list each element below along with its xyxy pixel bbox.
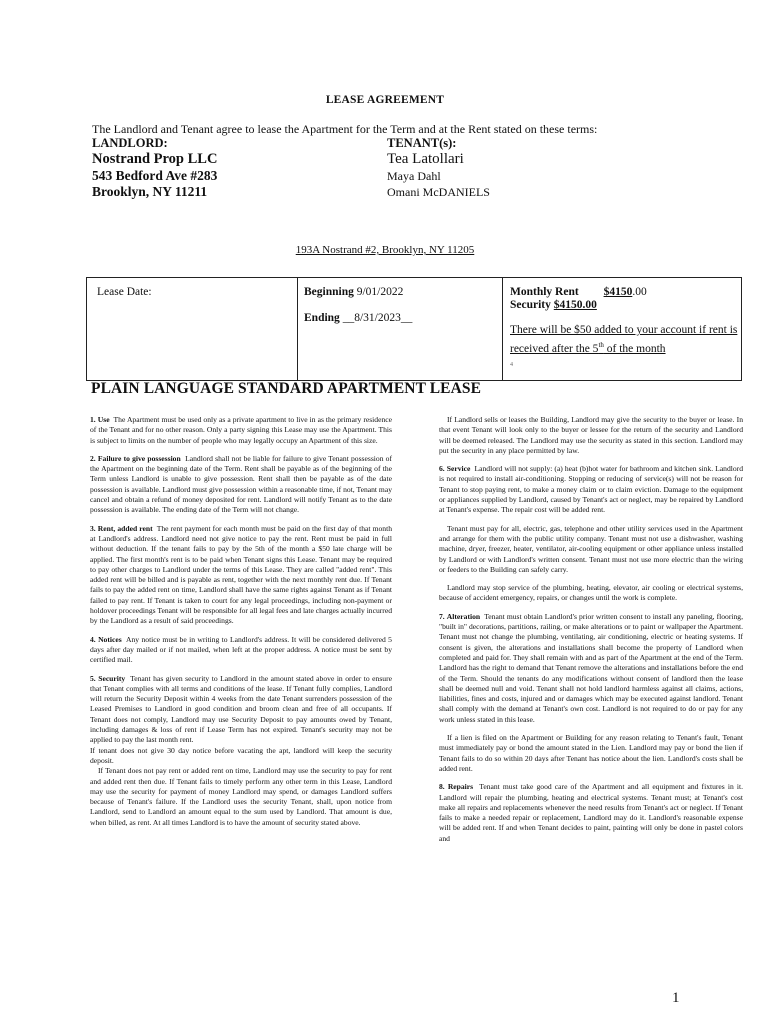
lease-terms-box (86, 277, 742, 381)
landlord-label: LANDLORD: (92, 136, 168, 150)
box-divider (502, 278, 503, 380)
monthly-rent-cents: .00 (632, 286, 647, 298)
clause-paragraph: If tenant does not give 30 day notice before vacating the apt, landlord will keep the security deposit. (90, 745, 392, 765)
landlord-name: Nostrand Prop LLC (92, 151, 218, 167)
landlord-address-line2: Brooklyn, NY 11211 (92, 184, 208, 199)
clause-paragraph: 2. Failure to give possession Landlord shall not be liable for failure to give Tenant possession of the Apartment on the beginning date of the Term. Rent shall be payable as of the beginning of the Term unless Landlord is unable to give possession. Rent shall then be payable as of the date possession is available. Landlord must give possession within a reasonable time, if not, Tenant may cancel and obtain a refund of money deposited for rent. Landlord will notify Tenant as to the date possession is available. The ending date of the Term will not change. (90, 453, 393, 515)
tenant-name: Tea Latollari (387, 151, 464, 167)
beginning-label: Beginning (304, 286, 354, 298)
ending-label: Ending (304, 312, 340, 324)
premises-address: 193A Nostrand #2, Brooklyn, NY 11205 (295, 244, 475, 256)
tenant-label: TENANT(s): (387, 136, 457, 150)
clause-paragraph: 5. Security Tenant has given security to Landlord in the amount stated above in order to ensure that Tenant complies with all terms and conditions of the lease. If Tenant fully complies, Landlord will return the Security Deposit within 4 weeks from the date Tenant surrenders possession of the Leased Premises to Landlord in good condition and broom clean and free of all occupants. If Tenant does not comply, Landlord may use Security Deposit to pay amounts owed by Tenant, including damages & loss of rent if Lease Term has not expired. Tenant's security may not be applied to pay the last month rent. (90, 673, 392, 745)
section-heading: PLAIN LANGUAGE STANDARD APARTMENT LEASE (91, 380, 482, 397)
clause-paragraph: If Landlord sells or leases the Building, Landlord may give the security to the buyer or lease. In that event Tenant will look only to the buyer or lessee for the return of the security and Landlord will be deemed released. The Landlord may use the security as stated in this section. Landlord may put the security in any place permitted by law. (439, 415, 743, 455)
late-fee-note-line1: There will be $50 added to your account if rent is (510, 324, 738, 336)
clause-paragraph: If a lien is filed on the Apartment or Building for any reason relating to Tenant's fault, Tenant must immediately pay or bond the amount stated in the Lien. Landlord may pay or bond the lien if Tenant fails to do so within 20 days after Tenant has notice about the lien. Landlord's costs shall be added rent. (439, 733, 743, 773)
beginning-value: 9/01/2022 (356, 286, 404, 298)
clause-paragraph: 1. Use The Apartment must be used only as a private apartment to live in as the primary residence of the Tenant and for no other reason. Only a party signing this Lease may use the Apartment. This is subject to limits on the number of people who may legally occupy an Apartment of this size. (90, 415, 392, 445)
clause-paragraph: 4. Notices Any notice must be in writing to Landlord's address. It will be considered delivered 5 days after day mailed or if not mailed, when left at the proper address. A notice must be sent by certified mail. (90, 634, 392, 665)
right-column (439, 415, 743, 852)
clause-paragraph: Tenant must pay for all, electric, gas, telephone and other utility services used in the Apartment and arrange for them with the public utility company. Tenant must not use a dishwasher, washing machine, dryer, freezer, heater, ventilator, air-cooling equipment or other appliance unless installed by Landlord or with Landlord's written consent. Tenant must not use more electric than the wiring or feeders to the Building can safely carry. (439, 523, 743, 574)
ending-date (304, 312, 412, 324)
late-fee-note-line2: received after the 5th of the month (510, 341, 666, 355)
tenant-name: Maya Dahl (387, 169, 441, 183)
clause-paragraph: Landlord may stop service of the plumbing, heating, elevator, air cooling or electrical systems, because of accident emergency, repairs, or changes until the work is complete. (439, 583, 743, 603)
security-amount (510, 299, 597, 311)
beginning-date (304, 286, 403, 298)
lease-date-label: Lease Date: (97, 286, 152, 298)
left-column (90, 415, 392, 836)
clause-paragraph: 6. Service Landlord will not supply: (a) heat (b)hot water for bathroom and kitchen sink. Landlord is not required to install air-conditioning. Stopping or reducing of service(s) will not be reason for Tenant to stop paying rent, to make a money claim or to claim eviction. Damage to the equipment or appliances supplied by Landlord, caused by Tenant's act or neglect, may be repaired by Landlord at Tenant's expense. The repair cost will be added rent. (439, 464, 744, 515)
monthly-rent-label: Monthly Rent (510, 286, 579, 298)
small-mark: 4 (510, 362, 513, 368)
monthly-rent-value: $4150 (603, 286, 633, 298)
clause-paragraph: 8. Repairs Tenant must take good care of the Apartment and all equipment and fixtures in it. Landlord will repair the plumbing, heating and electrical systems. Tenant must; at Tenant's cost make all repairs and replacements whenever the need results from Tenant's act or neglect. If Tenant fails to make a needed repair or replacement, Landlord may do it. Landlord's reasonable expense will be added rent. If and when Tenant decides to paint, painting will only be done in pastel colors and (439, 782, 743, 843)
clause-paragraph: 7. Alteration Tenant must obtain Landlord's prior written consent to install any paneling, flooring, "built in" decorations, partitions, railing, or make alterations or to paint or wallpaper the Apartment. Tenant must not change the plumbing, ventilating, air conditioning, electric or heating systems. If consent is given, the alterations and installations shall become the property of Landlord when completed and paid for. They shall remain with and as part of the Apartment at the end of the Term. Landlord has the right to demand that Tenant remove the alterations and installations before the end of the Term. Should the tenants do any modifications without consent of landlord then the lease shall be deemed null and void. Tenant shall not hold landlord harmless against all claims, actions, liabilities, fines and costs, injured and or damages which may be executed against landlord. Tenant shall comply with the demand at Tenant's own cost. Landlord is not required to do or pay for any work unless stated in this lease. (439, 611, 743, 724)
page-number: 1 (672, 990, 680, 1006)
security-value: $4150.00 (553, 299, 597, 311)
ending-value: __8/31/2023__ (342, 312, 413, 324)
intro-text: The Landlord and Tenant agree to lease the Apartment for the Term and at the Rent stated on these terms: (92, 122, 598, 136)
security-label: Security (510, 299, 551, 311)
clause-paragraph: 3. Rent, added rent The rent payment for each month must be paid on the first day of that month at Landlord's address. Landlord need not give notice to pay the rent. Rent must be paid in full without deduction. If the tenant fails to pay by the 5th of the month a $50 late charge will be applied. The first month's rent is to be paid when Tenant signs this Lease. Tenant may be required to pay other charges to Landlord under the terms of this Lease. They are called "added rent". This added rent will be billed and is payable as rent, together with the next monthly rent due. If Tenant fails to pay the added rent on time, Landlord shall have the same rights against Tenant as if Tenant failed to pay rent. If Tenant is taken to court for any legal proceedings, including non-payment or holdover proceedings Tenant will be responsible for all legal fees and late charges actually incurred by the Landlord as a result of said proceedings. (90, 523, 392, 626)
tenant-name: Omani McDANIELS (387, 185, 490, 199)
box-divider (297, 278, 298, 380)
monthly-rent (510, 286, 647, 298)
clause-paragraph: If Tenant does not pay rent or added rent on time, Landlord may use the security to pay for rent and added rent then due. If Tenant fails to timely perform any other term in this Lease, Landlord may use the security for payment of money Landlord may spend, or damages Landlord suffers because of Tenant's failure. If the Landlord uses the security Tenant, shall, upon notice from Landlord, send to Landlord an amount equal to the sum used by Landlord. That amount is due, when billed, as rent. At all times Landlord is to have the amount of security stated above. (90, 766, 392, 827)
document-title: LEASE AGREEMENT (325, 94, 445, 106)
landlord-address-line1: 543 Bedford Ave #283 (92, 168, 218, 183)
